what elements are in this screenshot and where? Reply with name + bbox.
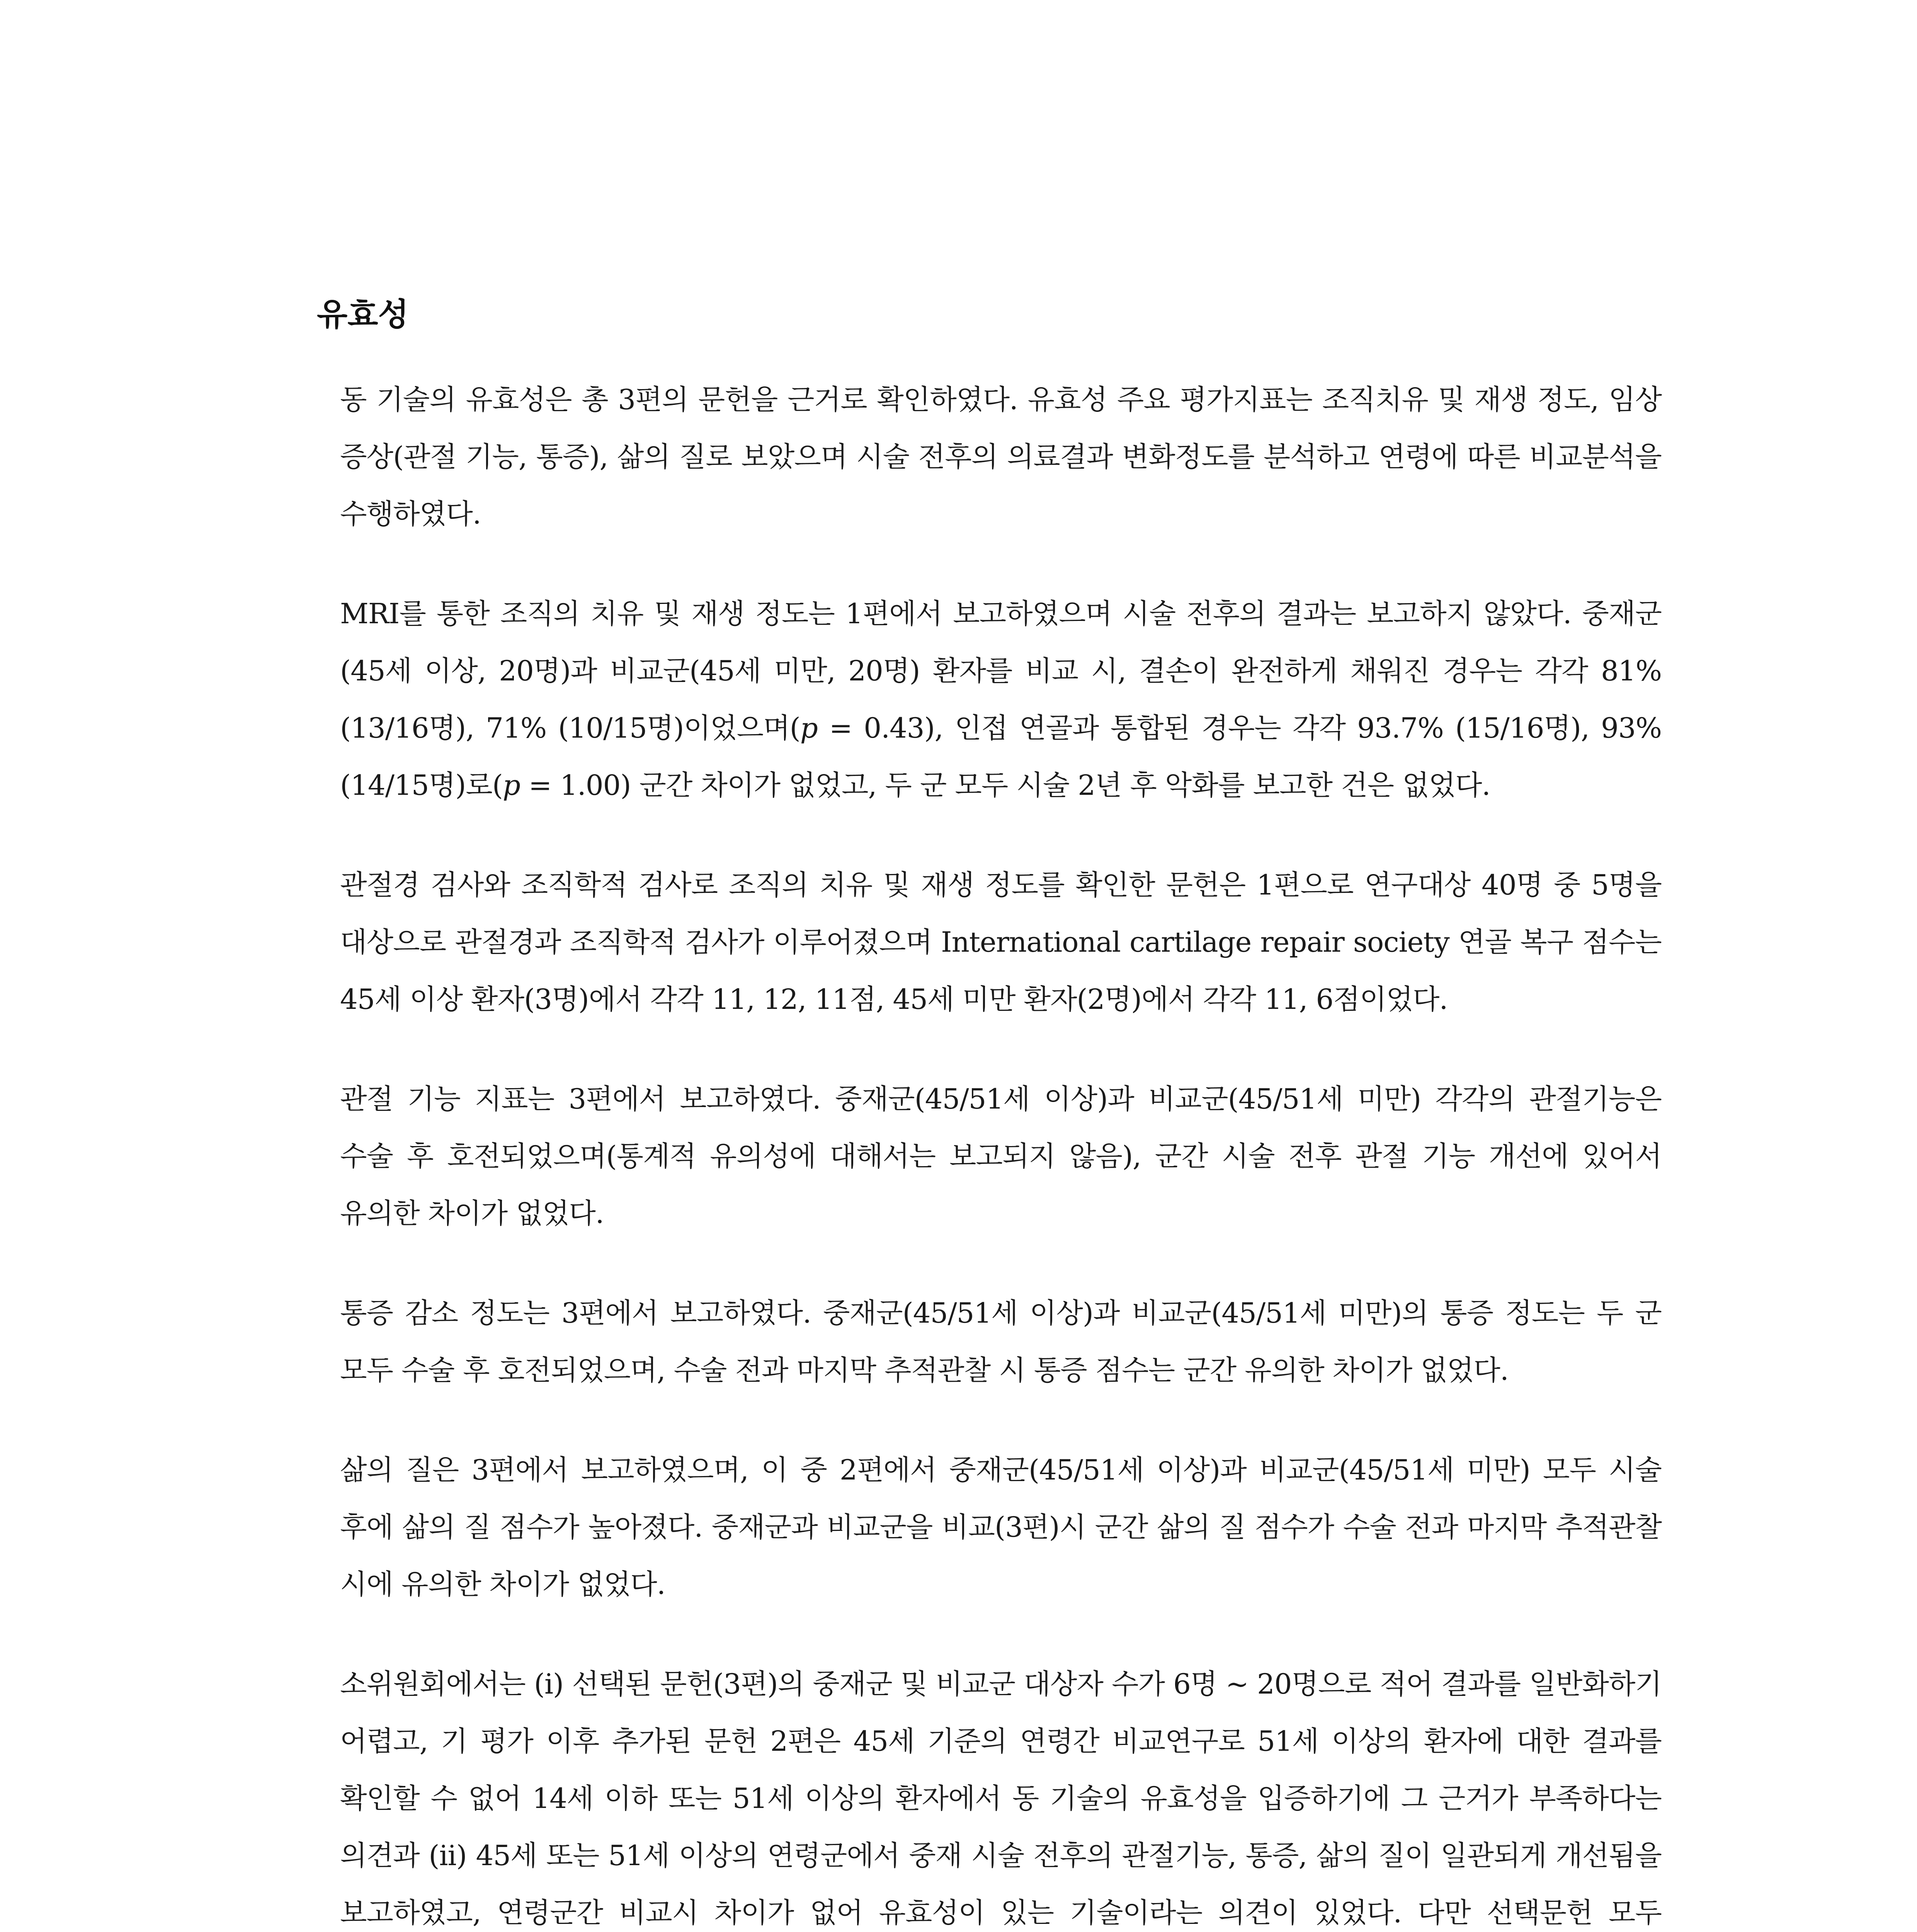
section-heading: 유효성 (317, 296, 409, 333)
paragraph-joint-function: 관절 기능 지표는 3편에서 보고하였다. 중재군(45/51세 이상)과 비교군(45/51세 미만) 각각의 관절기능은 수술 후 호전되었으며(통계적 유의성에 대해서는 보고되지 않음), 군간 시술 전후 관절 기능 개선에 있어서 유의한 차이가 없었다. (340, 1083, 1662, 1230)
paragraph-arthroscopy-results: 관절경 검사와 조직학적 검사로 조직의 치유 및 재생 정도를 확인한 문헌은 1편으로 연구대상 40명 중 5명을 대상으로 관절경과 조직학적 검사가 이루어졌으며 International cartilage repair society 연골 복구 점수는 45세 이상 환자(3명)에서 각각 11, 12, 11점, 45세 미만 환자(2명)에서 각각 11, 6점이었다. (340, 869, 1662, 1015)
paragraph-overview: 동 기술의 유효성은 총 3편의 문헌을 근거로 확인하였다. 유효성 주요 평가지표는 조직치유 및 재생 정도, 임상 증상(관절 기능, 통증), 삶의 질로 보았으며 시술 전후의 의료결과 변화정도를 분석하고 연령에 따른 비교분석을 수행하였다. (340, 383, 1662, 530)
paragraph-mri-results (340, 585, 1662, 814)
p-value-symbol: p (800, 712, 818, 744)
p-value-symbol: p (502, 769, 520, 801)
section-body (340, 371, 1662, 1932)
paragraph-quality-of-life: 삶의 질은 3편에서 보고하였으며, 이 중 2편에서 중재군(45/51세 이상)과 비교군(45/51세 미만) 모두 시술 후에 삶의 질 점수가 높아졌다. 중재군과 비교군을 비교(3편)시 군간 삶의 질 점수가 수술 전과 마지막 추적관찰 시에 유의한 차이가 없었다. (340, 1454, 1662, 1600)
mri-text-part-3: = 1.00) 군간 차이가 없었고, 두 군 모두 시술 2년 후 악화를 보고한 건은 없었다. (520, 769, 1490, 801)
mri-text-part-1: MRI를 통한 조직의 치유 및 재생 정도는 1편에서 보고하였으며 시술 전후의 결과는 보고하지 않았다. 중재군(45세 이상, 20명)과 비교군(45세 미만, 20명) 환자를 비교 시, 결손이 완전하게 채워진 경우는 각각 81% (13/16명), 71% (10/15명)이었으며( (340, 597, 1662, 744)
mri-text-part-2: = 0.43), 인접 연골과 통합된 경우는 각각 93.7% (15/16명), 93% (14/15명)로( (340, 712, 1662, 801)
paragraph-subcommittee-opinion: 소위원회에서는 (i) 선택된 문헌(3편)의 중재군 및 비교군 대상자 수가 6명 ~ 20명으로 적어 결과를 일반화하기 어렵고, 기 평가 이후 추가된 문헌 2편은 45세 기준의 연령간 비교연구로 51세 이상의 환자에 대한 결과를 확인할 수 없어 14세 이하 또는 51세 이상의 환자에서 동 기술의 유효성을 입증하기에 그 근거가 부족하다는 의견과 (ii) 45세 또는 51세 이상의 연령군에서 중재 시술 전후의 관절기능, 통증, 삶의 질이 일관되게 개선됨을 보고하였고, 연령군간 비교시 차이가 없어 유효성이 있는 기술이라는 의견이 있었다. 다만 선택문헌 모두 (340, 1668, 1662, 1929)
paragraph-pain-reduction: 통증 감소 정도는 3편에서 보고하였다. 중재군(45/51세 이상)과 비교군(45/51세 미만)의 통증 정도는 두 군 모두 수술 후 호전되었으며, 수술 전과 마지막 추적관찰 시 통증 점수는 군간 유의한 차이가 없었다. (340, 1297, 1662, 1386)
